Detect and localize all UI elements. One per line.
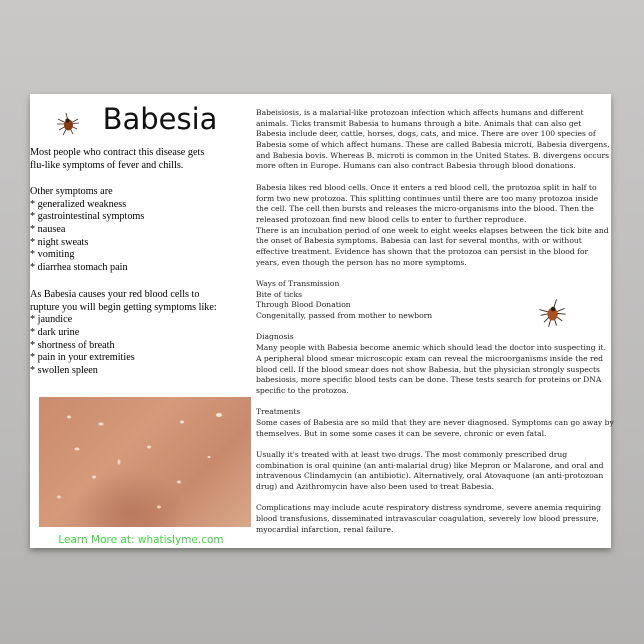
text-line: A peripheral blood smear microscopic exam can reveal the microorganisms inside the red xyxy=(256,353,603,363)
other-symptoms-heading: Other symptoms are xyxy=(30,186,113,197)
list-item: * vomiting xyxy=(30,249,75,261)
list-item: * dark urine xyxy=(30,327,80,339)
list-item: * gastrointestinal symptoms xyxy=(30,211,145,223)
learn-more-link[interactable]: Learn More at: whatislyme.com xyxy=(58,534,224,546)
text-line: drug) and Azithromycin have also been used to treat Babesia. xyxy=(256,482,494,492)
list-item: * nausea xyxy=(30,224,66,236)
text-line: Most people who contract this disease gets xyxy=(30,147,205,158)
text-line: intravenous Clindamycin (an antibiotic). Alternatively, oral Atovaquone (an anti-protozoan xyxy=(256,471,604,481)
list-item: * night sweats xyxy=(30,236,89,248)
text-line: As Babesia causes your red blood cells to xyxy=(30,289,200,300)
text-line: Usually it's treated with at least two drugs. The most commonly prescribed drug xyxy=(256,450,568,459)
text-line: Bite of ticks xyxy=(256,289,302,299)
text-line: themselves. But in some some cases it can be severe, chronic or even fatal. xyxy=(256,428,547,438)
paragraph-gap xyxy=(256,172,608,183)
sweaty-skin-photo xyxy=(39,397,251,527)
text-line: blood cell. If the blood smear does not show Babesia, but the physician strongly suspects xyxy=(256,364,600,374)
tick-icon xyxy=(536,297,568,329)
text-line: Treatments xyxy=(256,407,301,417)
text-line: Complications may include acute respiratory distress syndrome, severe anemia requiring xyxy=(256,503,602,513)
list-item: * pain in your extremities xyxy=(30,352,135,364)
text-line: Ways of Transmission xyxy=(256,279,340,288)
text-line: form two new protozoa. This splitting continues until there are too many protozoa inside xyxy=(256,193,599,203)
text-line: and Babesia bovis. Whereas B. microti is common in the United States. B. divergens occurs xyxy=(256,150,610,160)
text-line: Diagnosis xyxy=(256,332,294,342)
other-symptoms-list xyxy=(30,186,252,275)
text-line: flu-like symptoms of fever and chills. xyxy=(30,159,184,171)
text-line: the onset of Babesia symptoms. Babesia can last for several months, with or without xyxy=(256,236,582,246)
text-line: myocardial infarction, renal failure. xyxy=(256,524,394,534)
text-line: Babesia include deer, cattle, horses, dogs, cats, and mice. There are over 100 species of xyxy=(256,129,596,139)
babesia-poster xyxy=(30,94,614,548)
list-item: * jaundice xyxy=(30,314,73,326)
text-line: the cell. The cell then bursts and releases the micro-organisms into the blood. Then the xyxy=(256,204,594,214)
text-line: released protozoan find new blood cells to enter to further reproduce. xyxy=(256,214,527,224)
list-item: * diarrhea stomach pain xyxy=(30,262,128,274)
text-line: Through Blood Donation xyxy=(256,300,351,310)
paragraph-gap xyxy=(256,397,608,408)
text-line: Many people with Babesia become anemic which should lead the doctor into suspecting it. xyxy=(256,343,606,353)
text-line: effective treatment. Evidence has shown that the protozoa can persist in the blood for xyxy=(256,246,589,256)
text-line: rupture you will begin getting symptoms like: xyxy=(30,301,217,313)
text-line: Babesia some of which affect humans. These are called Babesia microti, Babesia divergens, xyxy=(256,140,610,150)
paragraph-gap xyxy=(256,493,608,504)
text-line: Babesia likes red blood cells. Once it enters a red blood cell, the protozoa split in half to xyxy=(256,182,597,192)
list-item: * shortness of breath xyxy=(30,339,115,351)
text-line: Some cases of Babesia are so mild that they are never diagnosed. Symptoms can go away by xyxy=(256,417,614,427)
text-line: combination is oral quinine (an anti-malarial drug) like Mepron or Malarone, and oral and xyxy=(256,460,604,470)
text-line: specific to the protozoa. xyxy=(256,385,349,395)
text-line: more often in Europe. Humans can also contract Babesia through blood donations. xyxy=(256,161,576,171)
text-line: years, even though the person has no more symptoms. xyxy=(256,257,467,267)
text-line: babesiosis, more specific blood tests can be done. These tests search for proteins or DNA xyxy=(256,375,602,385)
rupture-symptoms-list xyxy=(30,289,252,378)
text-line: Congenitally, passed from mother to newborn xyxy=(256,311,433,321)
page-title: Babesia xyxy=(102,102,218,136)
paragraph-gap xyxy=(256,439,608,450)
list-item: * swollen spleen xyxy=(30,365,98,377)
text-line: There is an incubation period of one week to eight weeks elapses between the tick bite and xyxy=(256,225,609,235)
paragraph-gap xyxy=(256,268,608,279)
text-line: animals. Ticks transmit Babesia to humans through a bite. Animals that can also get xyxy=(256,118,582,128)
intro-text xyxy=(30,147,252,172)
list-item: * generalized weakness xyxy=(30,198,127,210)
text-line: blood transfusions, disseminated intravascular coagulation, severely low blood pressure, xyxy=(256,514,599,524)
text-line: Babeisiosis, is a malarial-like protozoan infection which affects humans and different xyxy=(256,108,584,117)
